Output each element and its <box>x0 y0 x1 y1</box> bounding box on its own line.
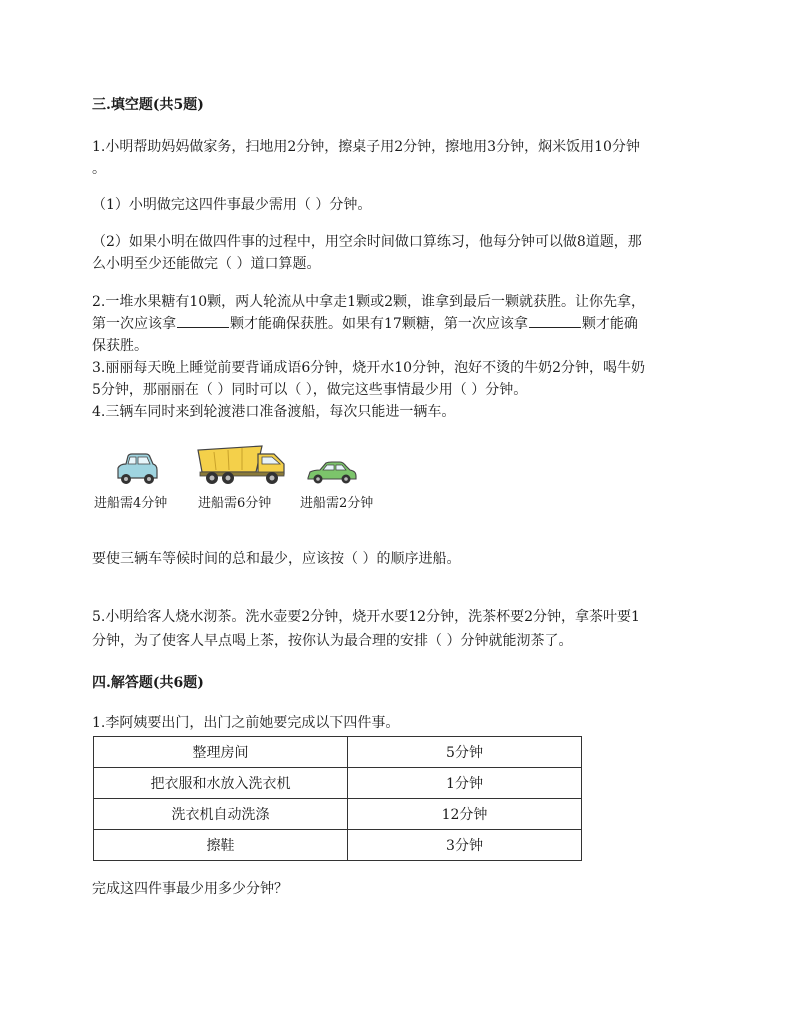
q2-line1: 2.一堆水果糖有10颗，两人轮流从中拿走1颗或2颗，谁拿到最后一颗就获胜。让你先拿， <box>92 294 645 310</box>
q3-line2: 5分钟，那丽丽在（ ）同时可以（ ），做完这些事情最少用（ ）分钟。 <box>92 382 528 398</box>
time-cell: 1分钟 <box>348 768 582 799</box>
time-cell: 12分钟 <box>348 799 582 830</box>
section3-title: 三.填空题(共5题) <box>92 97 204 113</box>
q1-sub2-line1: （2）如果小明在做四件事的过程中，用空余时间做口算练习，他每分钟可以做8道题，那 <box>92 234 642 250</box>
table-row <box>94 737 582 768</box>
table-row <box>94 830 582 861</box>
sedan-car-icon <box>306 460 358 486</box>
q1-sub1: （1）小明做完这四件事最少需用（ ）分钟。 <box>92 197 372 213</box>
q1-sub2-line2: 么小明至少还能做完（ ）道口算题。 <box>92 256 321 272</box>
dump-truck-icon <box>196 442 288 486</box>
q2-line2-a: 第一次应该拿 <box>92 316 176 332</box>
q1-line1: 1.小明帮助妈妈做家务，扫地用2分钟，擦桌子用2分钟，擦地用3分钟，焖米饭用10分钟 <box>92 139 640 155</box>
table-row <box>94 799 582 830</box>
task-cell: 擦鞋 <box>94 830 348 861</box>
table-row <box>94 768 582 799</box>
time-cell: 3分钟 <box>348 830 582 861</box>
q1-line2: 。 <box>92 161 106 177</box>
q3-line1: 3.丽丽每天晚上睡觉前要背诵成语6分钟，烧开水10分钟，泡好不烫的牛奶2分钟，喝牛奶 <box>92 360 645 376</box>
q5-line1: 5.小明给客人烧水沏茶。洗水壶要2分钟，烧开水要12分钟，洗茶杯要2分钟，拿茶叶要1 <box>92 609 640 625</box>
q5-line2: 分钟，为了使客人早点喝上茶，按你认为最合理的安排（ ）分钟就能沏茶了。 <box>92 633 573 649</box>
task-cell: 把衣服和水放入洗衣机 <box>94 768 348 799</box>
q4-line1: 4.三辆车同时来到轮渡港口准备渡船，每次只能进一辆车。 <box>92 404 456 420</box>
s4-q1-question: 完成这四件事最少用多少分钟？ <box>92 881 288 897</box>
answer-blank-1[interactable] <box>177 313 229 328</box>
vehicle-label-1: 进船需4分钟 <box>94 496 168 511</box>
s4-q1-intro: 1.李阿姨要出门，出门之前她要完成以下四件事。 <box>92 715 400 731</box>
task-cell: 洗衣机自动洗涤 <box>94 799 348 830</box>
q2-line2-c: 颗才能确 <box>581 316 638 332</box>
task-cell: 整理房间 <box>94 737 348 768</box>
answer-blank-2[interactable] <box>529 313 581 328</box>
small-car-icon <box>114 452 160 488</box>
q2-line2-b: 颗才能确保获胜。如果有17颗糖，第一次应该拿 <box>230 316 528 332</box>
vehicle-label-2: 进船需6分钟 <box>198 496 272 511</box>
q4-question: 要使三辆车等候时间的总和最少，应该按（ ）的顺序进船。 <box>92 551 461 567</box>
vehicle-label-3: 进船需2分钟 <box>300 496 374 511</box>
vehicle-figure <box>92 440 412 520</box>
q2-line2 <box>92 313 712 335</box>
q2-line3: 保获胜。 <box>92 338 148 354</box>
task-table <box>93 736 582 861</box>
section4-title: 四.解答题(共6题) <box>92 675 204 691</box>
time-cell: 5分钟 <box>348 737 582 768</box>
